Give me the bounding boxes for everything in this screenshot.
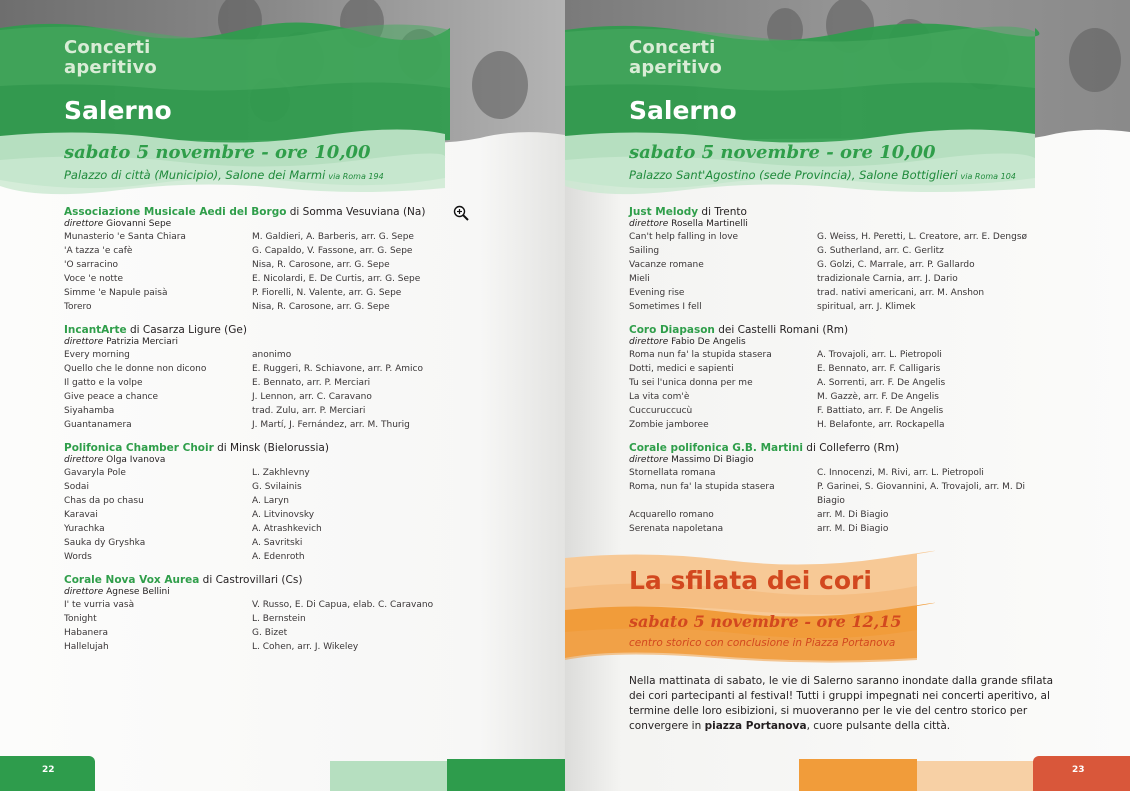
choir-origin: di Trento (698, 206, 747, 218)
right-city-title: Salerno (629, 96, 737, 125)
piece-title: Habanera (64, 628, 108, 638)
piece-author: J. Lennon, arr. C. Caravano (252, 392, 372, 402)
choir-name: Corale polifonica G.B. Martini (629, 442, 803, 454)
piece-title: Hallelujah (64, 642, 109, 652)
choir-director (64, 337, 474, 348)
program-row (629, 522, 1039, 536)
choir-director (64, 455, 474, 466)
piece-title: Dotti, medici e sapienti (629, 364, 734, 374)
piece-author: G. Weiss, H. Peretti, L. Creatore, arr. E. Dengsø (817, 232, 1028, 242)
program-row (629, 230, 1039, 244)
piece-author: A. Sorrenti, arr. F. De Angelis (817, 378, 946, 388)
piece-author: anonimo (252, 350, 292, 360)
piece-author: F. Battiato, arr. F. De Angelis (817, 406, 944, 416)
choir-origin: dei Castelli Romani (Rm) (714, 324, 849, 336)
piece-author: E. Bennato, arr. P. Merciari (252, 378, 371, 388)
program-row (64, 362, 474, 376)
sfilata-location: centro storico con conclusione in Piazza Portanova (629, 637, 896, 649)
piece-author: M. Galdieri, A. Barberis, arr. G. Sepe (252, 232, 414, 242)
choir-origin: di Castrovillari (Cs) (199, 574, 303, 586)
sfilata-title: La sfilata dei cori (629, 566, 872, 595)
left-venue (64, 168, 384, 182)
piece-author: A. Atrashkevich (252, 524, 322, 534)
piece-title: Torero (64, 302, 92, 312)
venue-address: via Roma 104 (960, 172, 1016, 181)
piece-author: tradizionale Carnia, arr. J. Dario (817, 274, 958, 284)
choir-name: IncantArte (64, 324, 127, 336)
choir-origin: di Colleferro (Rm) (802, 442, 900, 454)
left-series-title (64, 38, 157, 78)
program-row (64, 536, 474, 550)
piece-title: Karavai (64, 510, 98, 520)
program-row (64, 348, 474, 362)
piece-title: Serenata napoletana (629, 524, 724, 534)
choir-heading (629, 324, 1039, 337)
piece-title: Roma nun fa' la stupida stasera (629, 350, 772, 360)
program-row (64, 244, 474, 258)
program-row (629, 404, 1039, 418)
right-venue (629, 168, 1016, 182)
director-name: Olga Ivanova (103, 455, 166, 465)
piece-author: H. Belafonte, arr. Rockapella (817, 420, 945, 430)
sfilata-text-part-2: , cuore pulsante della città. (806, 720, 951, 732)
piece-title: Tu sei l'unica donna per me (629, 378, 753, 388)
piece-author: Nisa, R. Carosone, arr. G. Sepe (252, 260, 390, 270)
director-label: direttore (629, 337, 669, 347)
choir-name: Corale Nova Vox Aurea (64, 574, 200, 586)
director-name: Massimo Di Biagio (668, 455, 754, 465)
choir-name: Coro Diapason (629, 324, 715, 336)
choir-block (629, 206, 1039, 314)
choir-origin: di Minsk (Bielorussia) (213, 442, 329, 454)
piece-title: Sometimes I fell (629, 302, 702, 312)
series-line-2: aperitivo (629, 57, 722, 78)
left-footer-bar-light (330, 761, 447, 791)
piece-author: P. Garinei, S. Giovannini, A. Trovajoli, arr. M. Di Biagio (817, 482, 1026, 506)
program-row (64, 390, 474, 404)
choir-block (629, 324, 1039, 432)
sfilata-description (629, 674, 1069, 734)
piece-title: 'O sarracino (64, 260, 119, 270)
piece-author: Nisa, R. Carosone, arr. G. Sepe (252, 302, 390, 312)
piece-author: G. Golzi, C. Marrale, arr. P. Gallardo (817, 260, 975, 270)
piece-author: L. Cohen, arr. J. Wikeley (252, 642, 359, 652)
piece-title: Yurachka (64, 524, 105, 534)
program-row (629, 286, 1039, 300)
series-line-1: Concerti (64, 37, 151, 58)
program-row (64, 230, 474, 244)
piece-title: Guantanamera (64, 420, 132, 430)
piece-title: Every morning (64, 350, 130, 360)
director-label: direttore (64, 455, 104, 465)
piece-author: A. Trovajoli, arr. L. Pietropoli (817, 350, 942, 360)
choir-director (629, 337, 1039, 348)
piece-title: Simme 'e Napule paisà (64, 288, 168, 298)
sfilata-text-part-1: Nella mattinata di sabato, le vie di Salerno saranno inondate dalla grande sfilata dei cori partecipanti al festival! Tutti i gruppi impegnati nei concerti aperitivo, al termine delle loro esibizioni, si muoveranno per le vie del centro storico per convergere in (629, 675, 1054, 732)
piece-author: C. Innocenzi, M. Rivi, arr. L. Pietropoli (817, 468, 984, 478)
piece-title: Cuccuruccucù (629, 406, 693, 416)
left-city-title: Salerno (64, 96, 172, 125)
piece-author: trad. Zulu, arr. P. Merciari (252, 406, 366, 416)
program-row (64, 466, 474, 480)
piece-author: E. Ruggeri, R. Schiavone, arr. P. Amico (252, 364, 423, 374)
piece-title: Roma, nun fa' la stupida stasera (629, 482, 775, 492)
piece-title: Give peace a chance (64, 392, 159, 402)
choir-heading (629, 442, 1039, 455)
program-row (64, 300, 474, 314)
piece-author: L. Bernstein (252, 614, 306, 624)
piece-title: Voce 'e notte (64, 274, 123, 284)
choir-origin: di Somma Vesuviana (Na) (286, 206, 426, 218)
program-row (64, 258, 474, 272)
program-row (629, 258, 1039, 272)
piece-author: V. Russo, E. Di Capua, elab. C. Caravano (252, 600, 434, 610)
choir-name: Just Melody (629, 206, 699, 218)
program-row (64, 272, 474, 286)
director-name: Patrizia Merciari (103, 337, 178, 347)
program-row (629, 390, 1039, 404)
program-row (64, 640, 474, 654)
piece-author: A. Savritski (252, 538, 303, 548)
program-row (629, 418, 1039, 432)
piece-author: A. Edenroth (252, 552, 305, 562)
piece-author: spiritual, arr. J. Klimek (817, 302, 916, 312)
choir-heading (64, 324, 474, 337)
piece-author: P. Fiorelli, N. Valente, arr. G. Sepe (252, 288, 402, 298)
choir-heading (64, 206, 474, 219)
zoom-in-icon[interactable] (453, 205, 469, 221)
program-row (629, 362, 1039, 376)
piece-title: Siyahamba (64, 406, 115, 416)
director-name: Fabio De Angelis (668, 337, 746, 347)
piece-title: Tonight (64, 614, 97, 624)
program-row (629, 272, 1039, 286)
series-line-2: aperitivo (64, 57, 157, 78)
venue-address: via Roma 194 (328, 172, 384, 181)
piece-title: Acquarello romano (629, 510, 714, 520)
piece-author: A. Litvinovsky (252, 510, 315, 520)
director-label: direttore (64, 219, 104, 229)
program-row (64, 418, 474, 432)
program-row (629, 466, 1039, 480)
piece-author: G. Bizet (252, 628, 288, 638)
program-row (64, 522, 474, 536)
choir-block (64, 324, 474, 432)
program-row (64, 494, 474, 508)
series-line-1: Concerti (629, 37, 716, 58)
piece-author: trad. nativi americani, arr. M. Anshon (817, 288, 985, 298)
choir-block (64, 574, 474, 654)
piece-title: Zombie jamboree (629, 420, 709, 430)
right-series-title (629, 38, 722, 78)
left-date-time: sabato 5 novembre - ore 10,00 (64, 142, 371, 163)
program-row (64, 508, 474, 522)
choir-block (64, 442, 474, 564)
piece-title: Evening rise (629, 288, 685, 298)
venue-name: Palazzo Sant'Agostino (sede Provincia), Salone Bottiglieri (629, 168, 958, 182)
piece-author: arr. M. Di Biagio (817, 524, 889, 534)
director-label: direttore (629, 455, 669, 465)
piece-author: G. Sutherland, arr. C. Gerlitz (817, 246, 944, 256)
choir-name: Polifonica Chamber Choir (64, 442, 214, 454)
sfilata-date-time: sabato 5 novembre - ore 12,15 (629, 612, 902, 631)
piece-title: Chas da po chasu (64, 496, 144, 506)
director-label: direttore (629, 219, 669, 229)
piece-author: J. Martí, J. Fernández, arr. M. Thurig (252, 420, 410, 430)
piece-author: L. Zakhlevny (252, 468, 310, 478)
piece-title: I' te vurria vasà (64, 600, 135, 610)
piece-author: arr. M. Di Biagio (817, 510, 889, 520)
piece-author: E. Nicolardi, E. De Curtis, arr. G. Sepe (252, 274, 421, 284)
piece-author: G. Svilainis (252, 482, 302, 492)
choir-block (629, 442, 1039, 536)
piece-title: Words (64, 552, 92, 562)
piece-title: Quello che le donne non dicono (64, 364, 207, 374)
piece-title: Gavaryla Pole (64, 468, 126, 478)
program-row (629, 376, 1039, 390)
piece-title: Sodai (64, 482, 89, 492)
program-row (629, 244, 1039, 258)
piece-title: Vacanze romane (629, 260, 704, 270)
program-row (64, 480, 474, 494)
piece-author: G. Capaldo, V. Fassone, arr. G. Sepe (252, 246, 413, 256)
left-footer-bar-dark (447, 759, 565, 791)
piece-author: E. Bennato, arr. F. Calligaris (817, 364, 941, 374)
piece-title: Sailing (629, 246, 660, 256)
program-row (64, 376, 474, 390)
piece-title: Munasterio 'e Santa Chiara (64, 232, 186, 242)
piece-title: Il gatto e la volpe (64, 378, 143, 388)
sfilata-text-bold: piazza Portanova (704, 720, 807, 732)
piece-title: La vita com'è (629, 392, 690, 402)
piece-author: A. Laryn (252, 496, 289, 506)
right-footer-bar-light (917, 761, 1033, 791)
director-name: Rosella Martinelli (668, 219, 748, 229)
choir-block (64, 206, 474, 314)
director-label: direttore (64, 587, 104, 597)
program-row (629, 508, 1039, 522)
program-row (629, 480, 1039, 508)
right-footer-bar-orange (799, 759, 917, 791)
director-name: Agnese Bellini (103, 587, 170, 597)
piece-title: Stornellata romana (629, 468, 716, 478)
left-page-number: 22 (42, 765, 55, 775)
choir-director (64, 219, 474, 230)
piece-title: Can't help falling in love (629, 232, 739, 242)
right-page-number: 23 (1072, 765, 1085, 775)
choir-director (629, 219, 1039, 230)
choir-heading (64, 574, 474, 587)
director-name: Giovanni Sepe (103, 219, 172, 229)
right-page (565, 0, 1130, 791)
right-program (629, 206, 1039, 546)
program-row (629, 348, 1039, 362)
program-row (64, 626, 474, 640)
venue-name: Palazzo di città (Municipio), Salone dei Marmi (64, 168, 326, 182)
program-row (64, 404, 474, 418)
choir-director (629, 455, 1039, 466)
program-row (64, 550, 474, 564)
program-row (64, 286, 474, 300)
director-label: direttore (64, 337, 104, 347)
choir-heading (64, 442, 474, 455)
left-program (64, 206, 474, 664)
piece-title: Sauka dy Gryshka (64, 538, 146, 548)
choir-origin: di Casarza Ligure (Ge) (126, 324, 247, 336)
choir-heading (629, 206, 1039, 219)
choir-name: Associazione Musicale Aedi del Borgo (64, 206, 287, 218)
right-date-time: sabato 5 novembre - ore 10,00 (629, 142, 936, 163)
program-row (64, 612, 474, 626)
piece-title: 'A tazza 'e cafè (64, 246, 133, 256)
program-row (64, 598, 474, 612)
piece-author: M. Gazzè, arr. F. De Angelis (817, 392, 939, 402)
choir-director (64, 587, 474, 598)
program-row (629, 300, 1039, 314)
piece-title: Mieli (629, 274, 650, 284)
